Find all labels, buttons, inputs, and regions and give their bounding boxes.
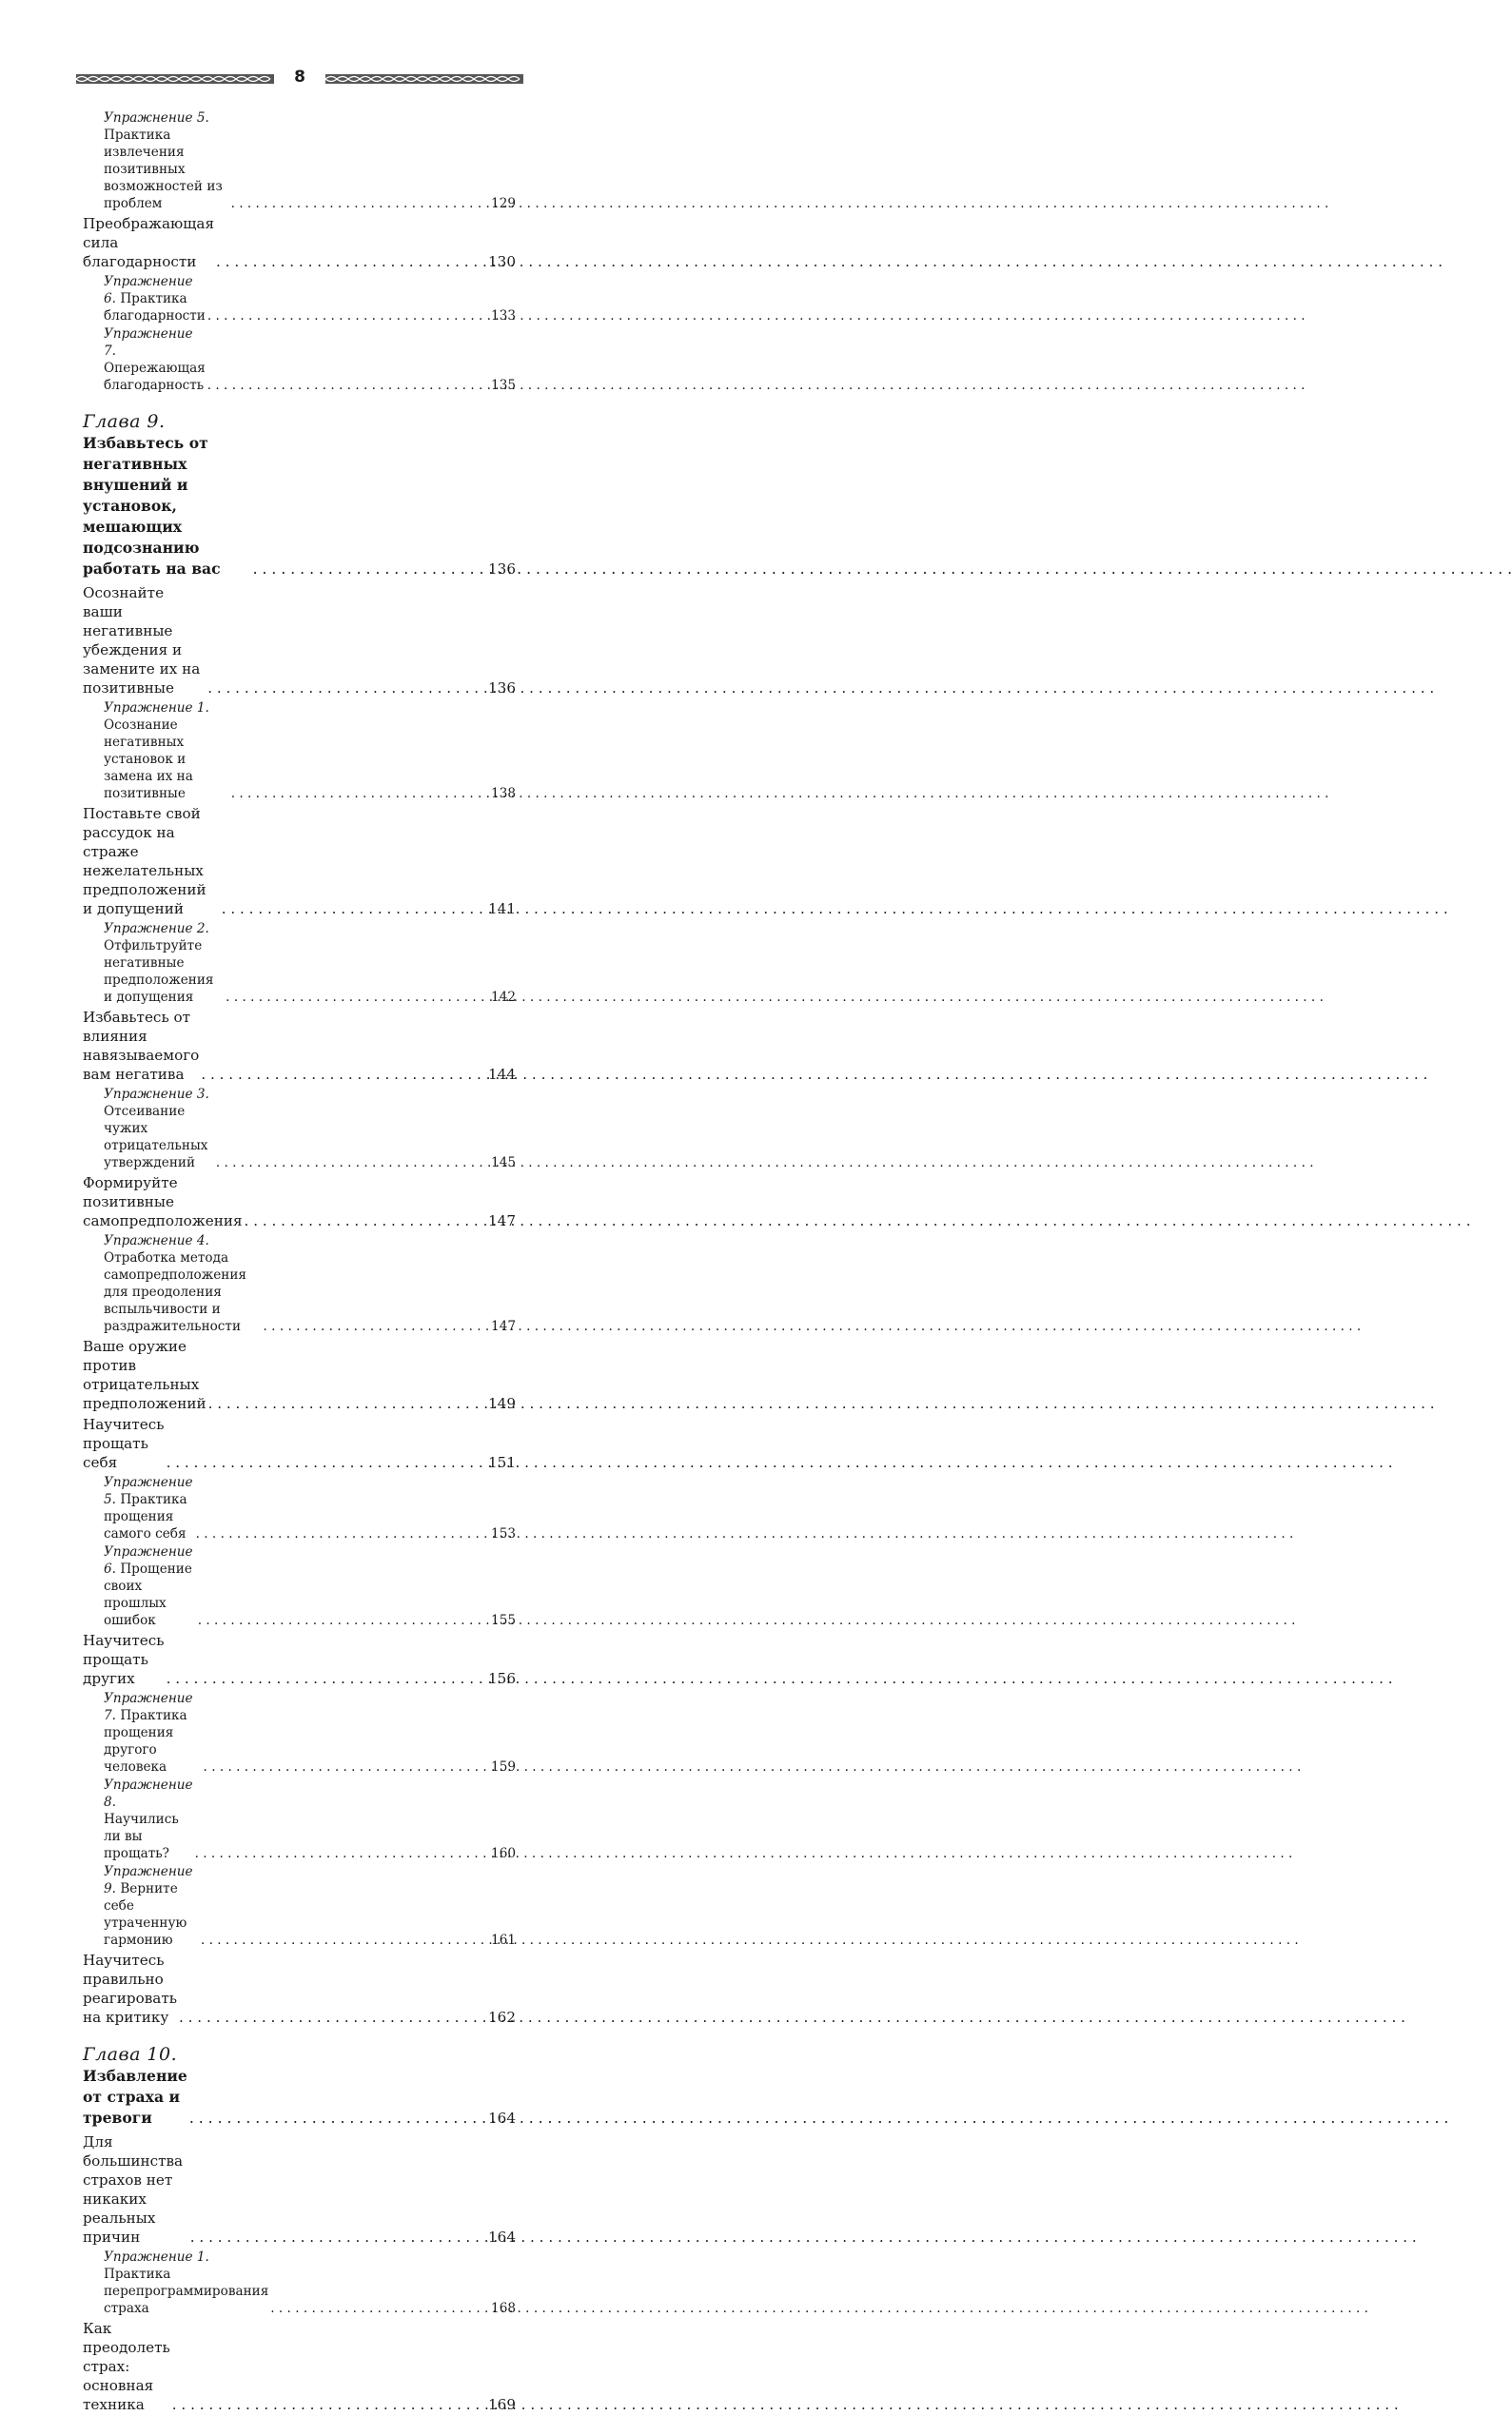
toc-exercise[interactable] [83, 325, 516, 394]
page-ref: 142 [491, 990, 516, 1005]
entry-title: Прощение своих прошлых ошибок [104, 1562, 192, 1628]
dot-leader [231, 785, 489, 802]
toc-entry-text [83, 1415, 165, 1472]
toc-entry-text [83, 2132, 188, 2247]
page-ref: 136 [488, 679, 516, 697]
toc-section[interactable] [83, 1337, 516, 1413]
toc-exercise[interactable] [83, 1086, 516, 1171]
toc-exercise[interactable] [83, 273, 516, 324]
dot-leader [208, 1394, 486, 1413]
exercise-label: Упражнение 2. [104, 921, 209, 936]
toc-entry-text [104, 1690, 202, 1776]
toc-entry-text [104, 920, 224, 1006]
entry-title: Практика благодарности [104, 291, 206, 324]
toc-section[interactable] [83, 804, 516, 918]
exercise-label: Упражнение 7. [104, 1691, 193, 1723]
toc-entry-text [83, 214, 214, 271]
toc-entry-text [104, 1474, 194, 1542]
page-ref: 138 [491, 786, 516, 801]
toc-chapter[interactable] [83, 411, 516, 579]
toc-entry-text [83, 2319, 170, 2414]
toc-exercise[interactable] [83, 1543, 516, 1629]
dot-leader [190, 2228, 486, 2247]
entry-title: Отработка метода самопредположения для преодоления вспыльчивости и раздражительности [104, 1250, 246, 1334]
dot-leader [207, 678, 486, 697]
exercise-label: Упражнение 7. [104, 326, 193, 359]
ornament-right-icon [325, 74, 523, 84]
entry-title: Ваше оружие против отрицательных предположений [83, 1338, 206, 1412]
entry-title: Практика прощения другого человека [104, 1708, 187, 1775]
entry-title: Как преодолеть страх: основная техника [83, 2320, 170, 2413]
dot-leader [167, 1453, 486, 1472]
toc-entry-text [104, 273, 206, 324]
page-number: 8 [294, 68, 305, 87]
dot-leader [179, 2008, 486, 2027]
entry-title: Опережающая благодарность [104, 361, 206, 393]
dot-leader [189, 2108, 486, 2129]
page-ref: 129 [491, 196, 516, 211]
exercise-label: Упражнение 8. [104, 1778, 193, 1810]
toc-entry-text [104, 109, 229, 212]
toc-exercise[interactable] [83, 1690, 516, 1776]
dot-leader [216, 1154, 489, 1171]
toc-exercise[interactable] [83, 699, 516, 802]
dot-leader [207, 307, 489, 324]
entry-title: Поставьте свой рассудок на страже нежелательных предположений и допущений [83, 805, 206, 917]
entry-title: Для большинства страхов нет никаких реальных причин [83, 2133, 184, 2246]
page-ref: 168 [491, 2301, 516, 2316]
page-ref: 155 [491, 1613, 516, 1628]
entry-title: Отсеивание чужих отрицательных утверждений [104, 1104, 208, 1170]
dot-leader [195, 1845, 489, 1862]
page-header [76, 65, 523, 93]
page-ref: 135 [491, 378, 516, 393]
toc-section[interactable] [83, 2319, 516, 2414]
toc-section[interactable] [83, 1008, 516, 1084]
page-ref: 147 [491, 1319, 516, 1334]
page-ref: 164 [488, 2110, 516, 2127]
entry-title: Избавьтесь от негативных внушений и установок, мешающих подсознанию работать на вас [83, 434, 221, 578]
dot-leader [216, 252, 486, 271]
page-ref: 144 [488, 1066, 516, 1083]
toc-exercise[interactable] [83, 920, 516, 1006]
table-of-contents [83, 109, 516, 2416]
exercise-label: Упражнение 4. [104, 1233, 209, 1248]
entry-title: Практика извлечения позитивных возможностей из проблем [104, 128, 223, 211]
toc-entry-text [104, 1543, 196, 1629]
toc-entry-text [83, 1631, 165, 1688]
dot-leader [167, 1669, 486, 1688]
exercise-label: Упражнение 5. [104, 110, 209, 126]
page-ref: 169 [488, 2396, 516, 2413]
page-ref: 147 [488, 1212, 516, 1229]
toc-section[interactable] [83, 1951, 516, 2027]
entry-title: Формируйте позитивные самопредположения [83, 1174, 243, 1229]
dot-leader [231, 195, 489, 212]
entry-title: Научитесь прощать себя [83, 1416, 165, 1471]
exercise-label: Упражнение 5. [104, 1475, 193, 1507]
entry-title: Практика прощения самого себя [104, 1492, 187, 1542]
entry-title: Научитесь правильно реагировать на критику [83, 1952, 177, 2026]
page-ref: 164 [488, 2229, 516, 2246]
page-ref: 156 [488, 1670, 516, 1687]
toc-section[interactable] [83, 2132, 516, 2247]
chapter-label: Глава 9. [83, 411, 166, 432]
toc-entry-text [104, 325, 206, 394]
dot-leader [270, 2300, 489, 2317]
exercise-label: Упражнение 1. [104, 700, 209, 716]
entry-title: Практика перепрограммирования страха [104, 2267, 269, 2316]
dot-leader [201, 1932, 489, 1949]
toc-exercise[interactable] [83, 1232, 516, 1335]
exercise-label: Упражнение 9. [104, 1864, 193, 1896]
chapter-label: Глава 10. [83, 2044, 178, 2065]
exercise-label: Упражнение 3. [104, 1087, 209, 1102]
page-ref: 136 [488, 560, 516, 578]
toc-entry-text [83, 1337, 206, 1413]
entry-title: Осознание негативных установок и замена их на позитивные [104, 717, 193, 801]
page-ref: 149 [488, 1395, 516, 1412]
toc-chapter[interactable] [83, 2044, 516, 2129]
dot-leader [204, 1758, 490, 1776]
toc-entry-text [83, 1008, 199, 1084]
dot-leader [222, 899, 486, 918]
page-ref: 162 [488, 2009, 516, 2026]
page-ref: 159 [491, 1759, 516, 1775]
toc-entry-text [104, 1086, 214, 1171]
toc-entry-text [83, 411, 251, 579]
dot-leader [196, 1525, 489, 1542]
exercise-label: Упражнение 6. [104, 1544, 193, 1577]
dot-leader [264, 1318, 490, 1335]
page-ref: 133 [491, 308, 516, 324]
page-ref: 145 [491, 1155, 516, 1170]
toc-section[interactable] [83, 1415, 516, 1472]
toc-entry-text [104, 1232, 262, 1335]
page-ref: 160 [491, 1846, 516, 1861]
dot-leader [201, 1065, 486, 1084]
toc-exercise[interactable] [83, 1777, 516, 1862]
toc-section[interactable] [83, 583, 516, 697]
toc-exercise[interactable] [83, 2249, 516, 2317]
toc-section[interactable] [83, 1173, 516, 1230]
exercise-label: Упражнение 1. [104, 2249, 209, 2265]
dot-leader [172, 2395, 486, 2414]
page-ref: 141 [488, 900, 516, 917]
toc-entry-text [104, 1863, 199, 1949]
dot-leader [226, 989, 489, 1006]
dot-leader [253, 559, 486, 579]
toc-entry-text [83, 1951, 177, 2027]
entry-title: Преображающая сила благодарности [83, 215, 215, 270]
page-ref: 130 [488, 253, 516, 270]
toc-exercise[interactable] [83, 109, 516, 212]
toc-entry-text [104, 2249, 268, 2317]
dot-leader [198, 1612, 489, 1629]
toc-entry-text [83, 804, 220, 918]
toc-section[interactable] [83, 1631, 516, 1688]
toc-entry-text [104, 1777, 193, 1862]
page-ref: 151 [488, 1454, 516, 1471]
toc-entry-text [104, 699, 229, 802]
toc-exercise[interactable] [83, 1474, 516, 1542]
toc-section[interactable] [83, 214, 516, 271]
dot-leader [207, 377, 489, 394]
entry-title: Избавление от страха и тревоги [83, 2067, 187, 2127]
toc-exercise[interactable] [83, 1863, 516, 1949]
page-ref: 161 [491, 1933, 516, 1948]
toc-entry-text [83, 2044, 187, 2129]
entry-title: Отфильтруйте негативные предположения и допущения [104, 938, 214, 1005]
toc-entry-text [83, 1173, 243, 1230]
exercise-label: Упражнение 6. [104, 274, 193, 306]
entry-title: Избавьтесь от влияния навязываемого вам негатива [83, 1009, 200, 1083]
toc-entry-text [83, 583, 206, 697]
entry-title: Научитесь прощать других [83, 1632, 165, 1687]
page-ref: 153 [491, 1526, 516, 1542]
entry-title: Верните себе утраченную гармонию [104, 1881, 187, 1948]
entry-title: Научились ли вы прощать? [104, 1812, 179, 1861]
dot-leader [245, 1211, 486, 1230]
entry-title: Осознайте ваши негативные убеждения и замените их на позитивные [83, 584, 201, 697]
